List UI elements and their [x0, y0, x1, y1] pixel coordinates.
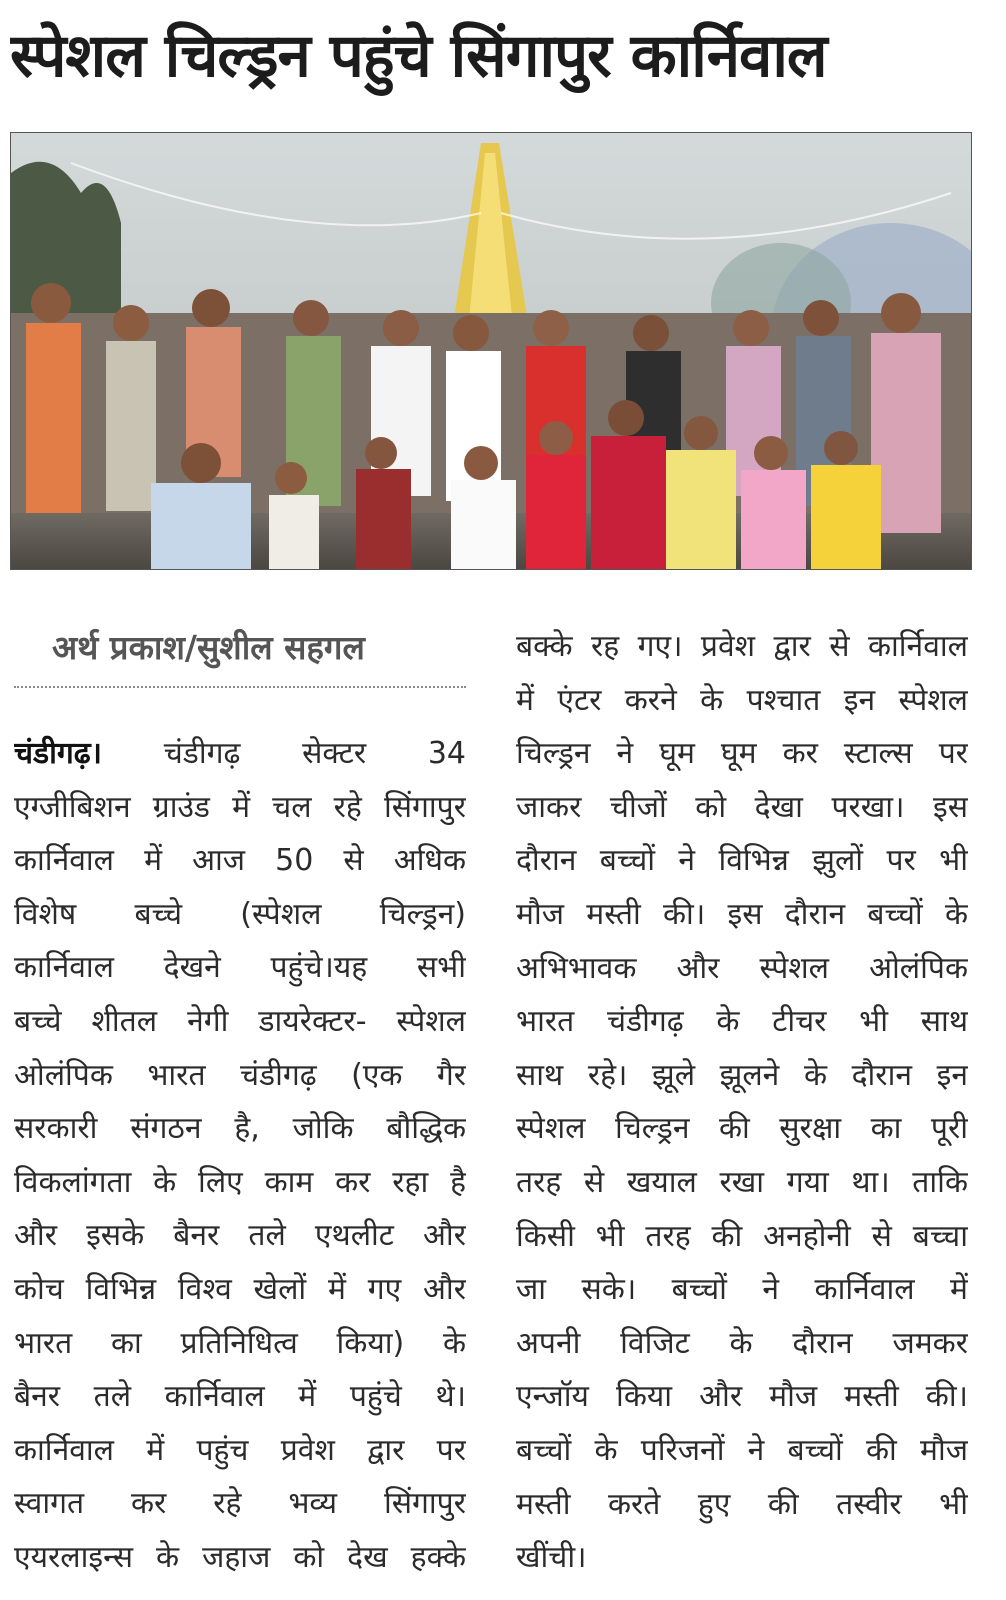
article-column-right — [516, 620, 968, 1585]
article-line: चंडीगढ़। चंडीगढ़ सेक्टर 34 — [14, 736, 466, 771]
group-photo — [10, 132, 972, 570]
article-line: ओलंपिक भारत चंडीगढ़ (एक गैर — [14, 1057, 466, 1093]
article-line: भारत का प्रतिनिधित्व किया) के — [14, 1325, 466, 1361]
byline-divider — [14, 686, 466, 688]
article-line: में एंटर करने के पश्चात इन स्पेशल — [516, 682, 968, 718]
article-line: तरह से खयाल रखा गया था। ताकि — [516, 1164, 968, 1200]
article-column-left — [14, 727, 466, 1585]
article-line: मौज मस्ती की। इस दौरान बच्चों के — [516, 896, 968, 932]
article-line: एन्जॉय किया और मौज मस्ती की। — [516, 1379, 968, 1415]
article-line: कार्निवाल में आज 50 से अधिक — [14, 843, 466, 879]
article-line: कार्निवाल देखने पहुंचे।यह सभी — [14, 950, 466, 986]
byline: अर्थ प्रकाश/सुशील सहगल — [52, 628, 365, 667]
article-line: बक्के रह गए। प्रवेश द्वार से कार्निवाल — [516, 629, 968, 664]
article-line: एयरलाइन्स के जहाज को देख हक्के — [14, 1539, 466, 1575]
article-line: अभिभावक और स्पेशल ओलंपिक — [516, 950, 968, 986]
article-line: विकलांगता के लिए काम कर रहा है — [14, 1164, 466, 1200]
article-line: विशेष बच्चे (स्पेशल चिल्ड्रन) — [14, 896, 466, 932]
article-line: स्पेशल चिल्ड्रन की सुरक्षा का पूरी — [516, 1111, 968, 1147]
article-line: और इसके बैनर तले एथलीट और — [14, 1218, 466, 1254]
article-line: मस्ती करते हुए की तस्वीर भी — [516, 1486, 968, 1522]
article-line: बैनर तले कार्निवाल में पहुंचे थे। — [14, 1379, 466, 1415]
article-line: खींची। — [516, 1540, 587, 1576]
article-line: सरकारी संगठन है, जोकि बौद्धिक — [14, 1111, 466, 1147]
headline: स्पेशल चिल्ड्रन पहुंचे सिंगापुर कार्निवाल — [10, 21, 827, 91]
article-line: कार्निवाल में पहुंच प्रवेश द्वार पर — [14, 1432, 466, 1468]
article-line: अपनी विजिट के दौरान जमकर — [516, 1325, 968, 1361]
article-line: साथ रहे। झूले झूलने के दौरान इन — [516, 1057, 968, 1093]
article-line: स्वागत कर रहे भव्य सिंगापुर — [14, 1486, 466, 1522]
article-line: भारत चंडीगढ़ के टीचर भी साथ — [516, 1004, 968, 1040]
article-line: कोच विभिन्न विश्व खेलों में गए और — [14, 1271, 466, 1307]
article-line: दौरान बच्चों ने विभिन्न झुलों पर भी — [516, 843, 968, 879]
article-line: किसी भी तरह की अनहोनी से बच्चा — [516, 1218, 968, 1254]
article-line: चिल्ड्रन ने घूम घूम कर स्टाल्स पर — [516, 736, 968, 772]
article-line: जाकर चीजों को देखा परखा। इस — [516, 789, 968, 825]
article-line: बच्चे शीतल नेगी डायरेक्टर- स्पेशल — [14, 1003, 466, 1039]
article-line: बच्चों के परिजनों ने बच्चों की मौज — [516, 1432, 968, 1468]
article-line: जा सके। बच्चों ने कार्निवाल में — [516, 1272, 968, 1308]
article-line: एग्जीबिशन ग्राउंड में चल रहे सिंगापुर — [14, 789, 466, 825]
dateline: चंडीगढ़। — [14, 736, 103, 771]
